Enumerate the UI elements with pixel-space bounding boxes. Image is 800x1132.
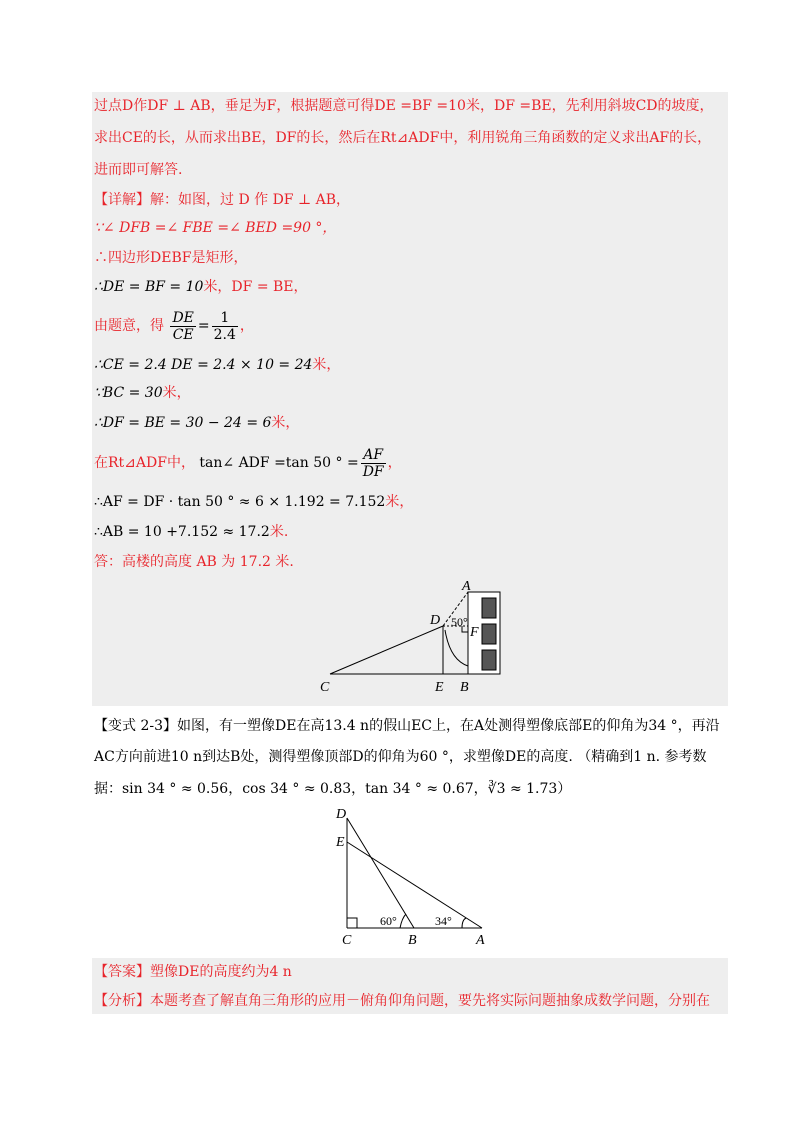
step-3-text: 米，DF = BE， (203, 279, 308, 295)
step-7-formula: ∴DF = BE = 30 − 24 = 6 (94, 415, 272, 431)
step-6-text: 米， (162, 385, 191, 401)
label-angle-50: 50° (451, 615, 468, 629)
step-5-formula: ∴CE = 2.4 DE = 2.4 × 10 = 24 (94, 357, 313, 373)
label-b: B (460, 680, 469, 695)
step-9 (94, 492, 413, 512)
step-4-end: ， (239, 318, 254, 334)
step-7 (94, 413, 299, 433)
step-5-text: 米， (312, 357, 341, 373)
fraction-numerator: DE (172, 309, 194, 326)
step-8 (94, 446, 402, 480)
step-9-formula: ∴AF = DF · tan 50 ° ≈ 6 × 1.192 = 7.152 (94, 494, 386, 510)
answer-line: 答：高楼的高度 AB 为 17.2 米. (94, 554, 294, 570)
detail-text: 解：如图，过 D 作 DF ⊥ AB， (150, 192, 350, 208)
step-1: ∵∠ DFB =∠ FBE =∠ BED =90 °， (94, 220, 337, 236)
answer-tag: 【答案】 (94, 964, 150, 980)
segment-db (347, 818, 414, 928)
analysis-row (94, 991, 710, 1011)
fraction-denominator: DF (362, 463, 384, 480)
fraction-de-ce (170, 310, 195, 343)
answer-row (94, 962, 292, 982)
step-2: ∴四边形DEBF是矩形， (94, 250, 248, 266)
label-b: B (408, 933, 417, 948)
step-8-formula: tan∠ ADF =tan 50 ° = (199, 455, 359, 471)
fraction-denominator: CE (172, 326, 194, 343)
fraction-numerator: 1 (212, 310, 238, 327)
detail-line (94, 190, 350, 210)
label-angle-60: 60° (380, 914, 397, 928)
fraction-numerator: AF (361, 447, 386, 464)
window-2 (482, 624, 496, 644)
step-8-text: 在Rt⊿ADF中， (94, 455, 195, 471)
label-e: E (336, 835, 345, 850)
step-8-end: ， (387, 455, 402, 471)
step-5 (94, 355, 340, 375)
figure-2-diagram (330, 804, 500, 950)
segment-ea (347, 842, 482, 928)
solution-line-1: 过点D作DF ⊥ AB，垂足为F，根据题意可得DE =BF =10米，DF =BE，先利用斜坡CD的坡度， (94, 98, 714, 114)
label-a: A (462, 579, 471, 594)
analysis-tag: 【分析】 (94, 993, 150, 1009)
label-f: F (470, 625, 479, 640)
step-6 (94, 383, 191, 403)
arc-curve (445, 630, 468, 666)
variant-line-1: 【变式 2-3】如图，有一塑像DE在高13.4 n的假山EC上，在A处测得塑像底部E的仰角为34 °，再沿 (94, 718, 720, 734)
label-e: E (435, 680, 444, 695)
step-3-formula: ∴DE = BF = 10 (94, 279, 204, 295)
fraction-af-df (361, 447, 386, 480)
step-4 (94, 309, 254, 343)
step-10-formula: ∴AB = 10 +7.152 ≈ 17.2 (94, 524, 270, 540)
step-10-text: 米. (269, 524, 289, 540)
step-10 (94, 522, 288, 542)
segment-cd (330, 626, 443, 674)
analysis-text: 本题考查了解直角三角形的应用－俯角仰角问题，要先将实际问题抽象成数学问题，分别在 (150, 993, 710, 1009)
window-1 (482, 598, 496, 618)
label-angle-34: 34° (435, 914, 452, 928)
right-angle-c (347, 918, 357, 928)
solution-line-3: 进而即可解答. (94, 162, 183, 178)
fraction-1-2-4 (212, 310, 238, 343)
figure-1-diagram (310, 578, 510, 696)
label-c: C (342, 933, 352, 948)
fraction-denominator: 2.4 (213, 326, 236, 343)
label-d: D (336, 807, 347, 822)
arc-34 (462, 918, 466, 928)
variant-line-3: 据：sin 34 ° ≈ 0.56，cos 34 ° ≈ 0.83，tan 34 ° ≈ 0.67，∛3 ≈ 1.73） (94, 781, 572, 797)
label-a: A (476, 933, 485, 948)
label-c: C (320, 680, 330, 695)
step-7-text: 米， (271, 415, 300, 431)
label-d: D (430, 613, 441, 628)
detail-tag: 【详解】 (94, 192, 150, 208)
equals-sign: = (197, 318, 210, 334)
step-9-text: 米， (385, 494, 414, 510)
answer-text: 塑像DE的高度约为4 n (150, 964, 292, 980)
arc-60 (400, 914, 406, 928)
step-3 (94, 277, 308, 297)
solution-line-2: 求出CE的长，从而求出BE，DF的长，然后在Rt⊿ADF中，利用锐角三角函数的定义求出AF的长， (94, 130, 712, 146)
variant-line-2: AC方向前进10 n到达B处，测得塑像顶部D的仰角为60 °，求塑像DE的高度. （精确到1 n. 参考数 (94, 749, 707, 765)
step-6-formula: ∵BC = 30 (94, 385, 163, 401)
step-4-text: 由题意，得 (94, 318, 164, 334)
window-3 (482, 650, 496, 670)
